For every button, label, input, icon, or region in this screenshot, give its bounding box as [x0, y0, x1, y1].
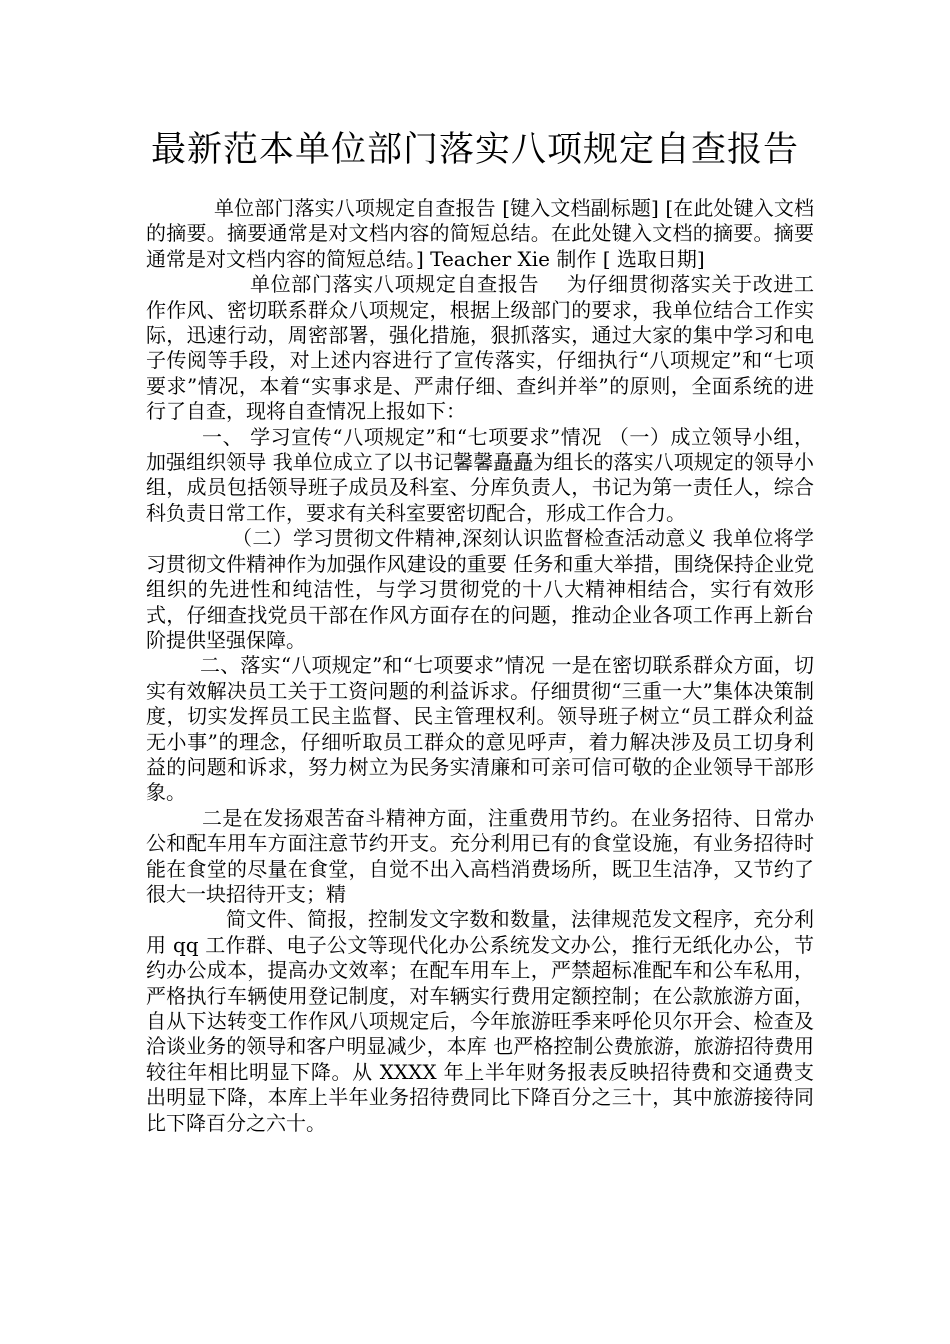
document-body	[146, 196, 814, 1136]
thrift-paragraph: 二是在发扬艰苦奋斗精神方面，注重费用节约。在业务招待、日常办公和配车用车方面注意节约开支。充分利用已有的食堂设施，有业务招待时能在食堂的尽量在食堂，自觉不出入高档消费场所，既卫生洁净，又节约了很大一块招待开支；精	[146, 805, 814, 906]
intro-paragraph: 单位部门落实八项规定自查报告 为仔细贯彻落实关于改进工作作风、密切联系群众八项规定，根据上级部门的要求，我单位结合工作实际，迅速行动，周密部署，强化措施，狠抓落实，通过大家的集中学习和电子传阅等手段，对上述内容进行了宣传落实，仔细执行“八项规定”和“七项要求”情况，本着“实事求是、严肃仔细、查纠并举”的原则，全面系统的进行了自查，现将自查情况上报如下：	[146, 272, 814, 424]
document-title: 最新范本单位部门落实八项规定自查报告	[150, 130, 799, 170]
abstract-paragraph: 单位部门落实八项规定自查报告 [键入文档副标题] [在此处键入文档的摘要。摘要通常是对文档内容的简短总结。在此处键入文档的摘要。摘要通常是对文档内容的简短总结。] Teacher Xie 制作 [ 选取日期]	[146, 196, 814, 271]
section-two-paragraph: 二、落实“八项规定”和“七项要求”情况 一是在密切联系群众方面，切实有效解决员工关于工资问题的利益诉求。仔细贯彻“三重一大”集体决策制度，切实发挥员工民主监督、民主管理权利。领导班子树立“员工群众利益无小事”的理念，仔细听取员工群众的意见呼声，着力解决涉及员工切身利益的问题和诉求，努力树立为民务实清廉和可亲可信可敬的企业领导干部形象。	[146, 653, 814, 805]
streamlining-paragraph: 简文件、简报，控制发文字数和数量，法律规范发文程序，充分利用 qq 工作群、电子公文等现代化办公系统发文办公，推行无纸化办公，节约办公成本，提高办文效率；在配车用车上，严禁超标准配车和公车私用，严格执行车辆使用登记制度，对车辆实行费用定额控制；在公款旅游方面，自从下达转变工作作风八项规定后，今年旅游旺季来呼伦贝尔开会、检查及洽谈业务的领导和客户明显减少，本库 也严格控制公费旅游，旅游招待费用较往年相比明显下降。从 XXXX 年上半年财务报表反映招待费和交通费支出明显下降，本库上半年业务招待费同比下降百分之三十，其中旅游接待同比下降百分之六十。	[146, 907, 814, 1135]
section-one-paragraph: 一、 学习宣传“八项规定”和“七项要求”情况 （一）成立领导小组，加强组织领导 我单位成立了以书记馨馨矗矗为组长的落实八项规定的领导小组，成员包括领导班子成员及科室、分库负责人，书记为第一责任人，综合科负责日常工作，要求有关科室要密切配合，形成工作合力。	[146, 424, 814, 525]
section-one-sub-two-paragraph: （二）学习贯彻文件精神,深刻认识监督检查活动意义 我单位将学习贯彻文件精神作为加强作风建设的重要 任务和重大举措，围绕保持企业党组织的先进性和纯洁性，与学习贯彻党的十八大精神相结合，实行有效形式，仔细查找党员干部在作风方面存在的问题，推动企业各项工作再上新台阶提供坚强保障。	[146, 526, 814, 652]
